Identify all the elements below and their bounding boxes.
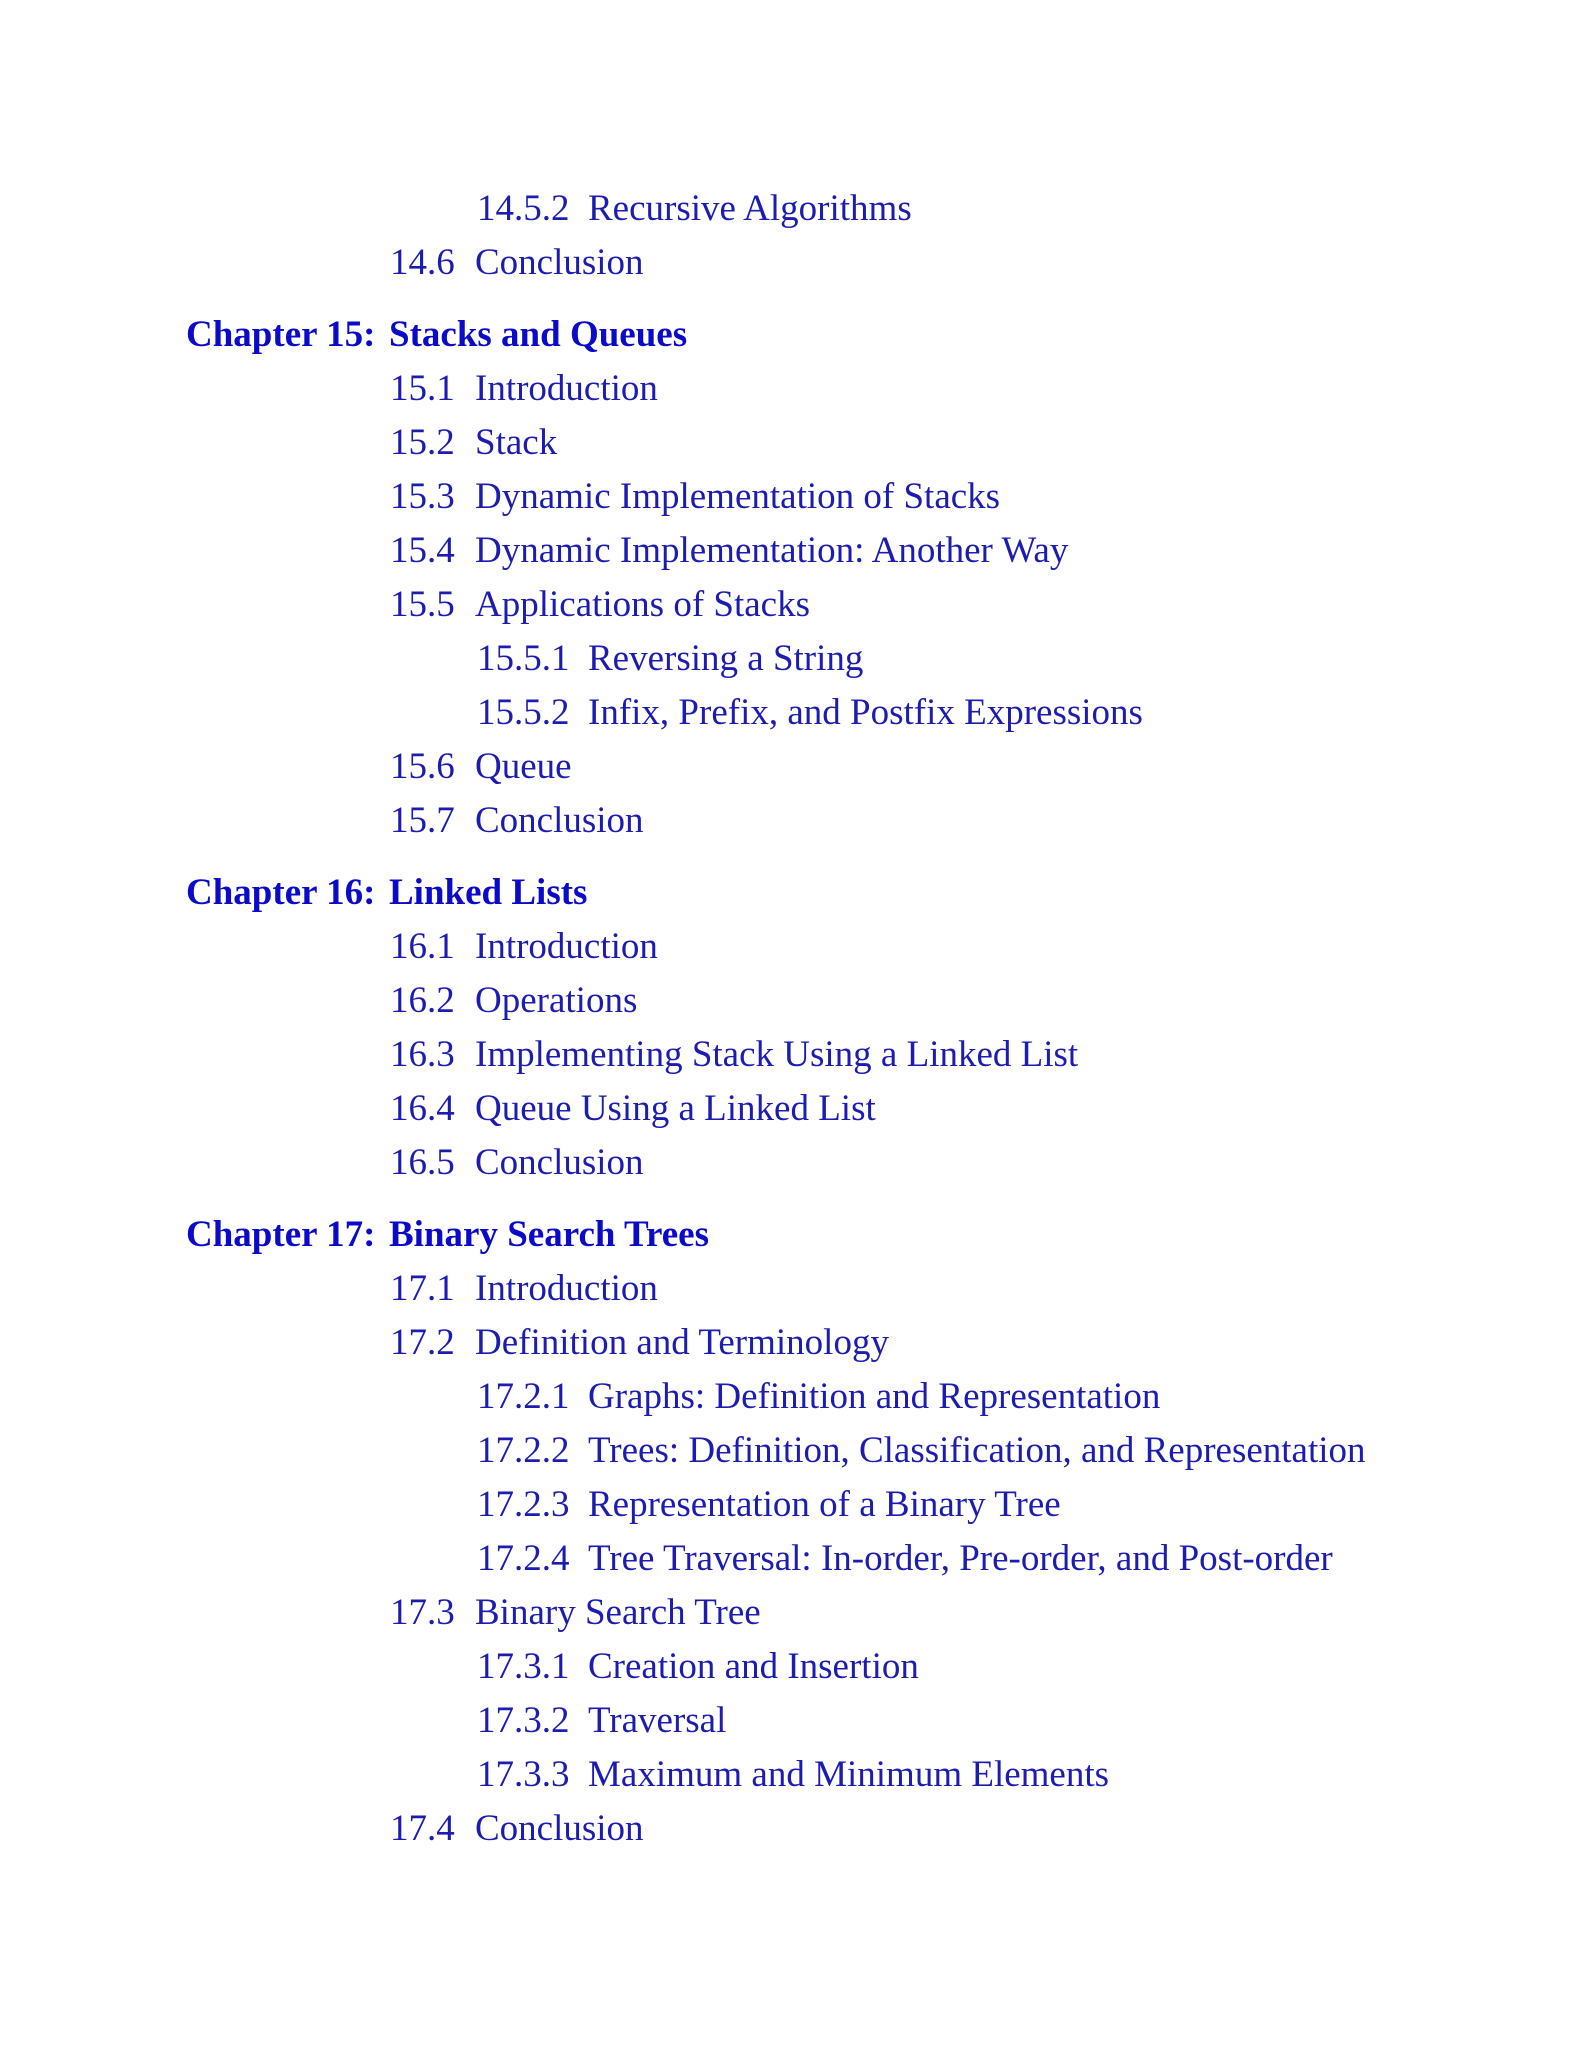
section-number: 17.2 [390, 1322, 455, 1363]
section-number: 17.3.2 [477, 1700, 570, 1741]
section-title: Tree Traversal: In-order, Pre-order, and Post-order [588, 1538, 1333, 1579]
toc-chapter-entry[interactable] [186, 1216, 709, 1253]
section-title: Graphs: Definition and Representation [588, 1376, 1161, 1417]
section-title: Implementing Stack Using a Linked List [475, 1034, 1079, 1075]
section-number: 16.4 [390, 1088, 455, 1129]
toc-section-entry[interactable] [390, 1324, 889, 1361]
toc-section-entry[interactable] [477, 1432, 1366, 1469]
section-number: 17.2.4 [477, 1538, 570, 1579]
section-title: Infix, Prefix, and Postfix Expressions [588, 692, 1143, 733]
section-number: 15.4 [390, 530, 455, 571]
toc-section-entry[interactable] [390, 244, 644, 281]
section-number: 17.3.1 [477, 1646, 570, 1687]
section-title: Creation and Insertion [588, 1646, 919, 1687]
toc-section-entry[interactable] [390, 928, 658, 965]
section-number: 15.7 [390, 800, 455, 841]
section-number: 15.5 [390, 584, 455, 625]
toc-section-entry[interactable] [477, 190, 912, 227]
chapter-title: Linked Lists [389, 872, 588, 913]
toc-section-entry[interactable] [390, 982, 637, 1019]
section-number: 17.3 [390, 1592, 455, 1633]
toc-section-entry[interactable] [390, 370, 658, 407]
toc-section-entry[interactable] [390, 1036, 1078, 1073]
toc-section-entry[interactable] [390, 586, 810, 623]
section-title: Introduction [475, 1268, 658, 1309]
section-number: 15.5.2 [477, 692, 570, 733]
section-title: Applications of Stacks [475, 584, 811, 625]
toc-section-entry[interactable] [477, 694, 1143, 731]
chapter-number: Chapter 17: [186, 1214, 376, 1255]
section-number: 15.2 [390, 422, 455, 463]
toc-chapter-entry[interactable] [186, 316, 687, 353]
section-number: 17.2.3 [477, 1484, 570, 1525]
section-title: Conclusion [475, 1808, 644, 1849]
toc-section-entry[interactable] [390, 1810, 644, 1847]
toc-section-entry[interactable] [390, 532, 1068, 569]
toc-section-entry[interactable] [390, 748, 572, 785]
chapter-number: Chapter 15: [186, 314, 376, 355]
section-title: Maximum and Minimum Elements [588, 1754, 1110, 1795]
section-title: Representation of a Binary Tree [588, 1484, 1061, 1525]
section-number: 17.2.2 [477, 1430, 570, 1471]
section-title: Trees: Definition, Classification, and Representation [588, 1430, 1366, 1471]
toc-section-entry[interactable] [390, 1090, 876, 1127]
toc-section-entry[interactable] [477, 1648, 919, 1685]
toc-section-entry[interactable] [390, 478, 1000, 515]
section-title: Binary Search Tree [475, 1592, 761, 1633]
section-number: 15.3 [390, 476, 455, 517]
section-number: 17.3.3 [477, 1754, 570, 1795]
section-title: Conclusion [475, 1142, 644, 1183]
section-number: 17.2.1 [477, 1376, 570, 1417]
section-number: 16.1 [390, 926, 455, 967]
section-number: 15.1 [390, 368, 455, 409]
toc-section-entry[interactable] [390, 424, 557, 461]
toc-section-entry[interactable] [390, 1270, 658, 1307]
toc-section-entry[interactable] [390, 1594, 761, 1631]
section-number: 17.4 [390, 1808, 455, 1849]
section-number: 14.6 [390, 242, 455, 283]
section-number: 15.5.1 [477, 638, 570, 679]
chapter-title: Stacks and Queues [389, 314, 688, 355]
toc-section-entry[interactable] [477, 1486, 1061, 1523]
section-title: Dynamic Implementation: Another Way [475, 530, 1069, 571]
toc-section-entry[interactable] [390, 1144, 644, 1181]
chapter-title: Binary Search Trees [389, 1214, 709, 1255]
section-title: Reversing a String [588, 638, 864, 679]
section-title: Definition and Terminology [475, 1322, 889, 1363]
toc-section-entry[interactable] [477, 1540, 1333, 1577]
section-title: Queue Using a Linked List [475, 1088, 876, 1129]
section-title: Traversal [588, 1700, 727, 1741]
toc-chapter-entry[interactable] [186, 874, 587, 911]
toc-section-entry[interactable] [390, 802, 644, 839]
toc-section-entry[interactable] [477, 640, 863, 677]
chapter-number: Chapter 16: [186, 872, 376, 913]
section-number: 17.1 [390, 1268, 455, 1309]
section-title: Dynamic Implementation of Stacks [475, 476, 1001, 517]
section-number: 14.5.2 [477, 188, 570, 229]
section-number: 16.2 [390, 980, 455, 1021]
section-title: Conclusion [475, 800, 644, 841]
section-title: Introduction [475, 368, 658, 409]
section-title: Operations [475, 980, 638, 1021]
section-number: 16.3 [390, 1034, 455, 1075]
section-title: Introduction [475, 926, 658, 967]
section-number: 16.5 [390, 1142, 455, 1183]
toc-section-entry[interactable] [477, 1756, 1109, 1793]
section-title: Queue [475, 746, 572, 787]
section-title: Stack [475, 422, 558, 463]
section-title: Conclusion [475, 242, 644, 283]
toc-section-entry[interactable] [477, 1702, 726, 1739]
section-number: 15.6 [390, 746, 455, 787]
section-title: Recursive Algorithms [588, 188, 912, 229]
toc-section-entry[interactable] [477, 1378, 1160, 1415]
